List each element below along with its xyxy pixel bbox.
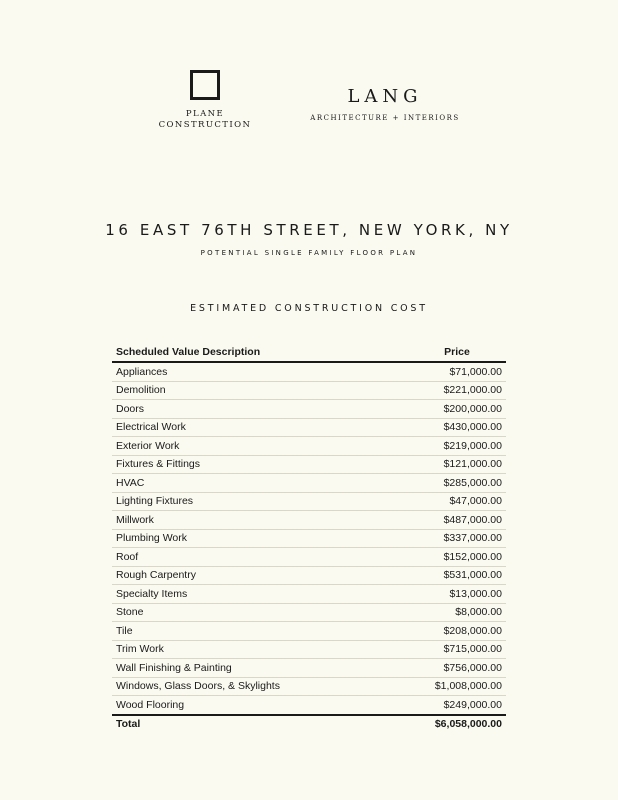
table-row xyxy=(112,381,506,400)
row-description: Doors xyxy=(112,400,408,419)
row-price: $8,000.00 xyxy=(408,603,506,622)
plane-logo-line2: CONSTRUCTION xyxy=(158,120,252,130)
row-price: $337,000.00 xyxy=(408,529,506,548)
total-row xyxy=(112,715,506,734)
row-description: Electrical Work xyxy=(112,418,408,437)
plan-subtitle: POTENTIAL SINGLE FAMILY FLOOR PLAN xyxy=(200,249,418,257)
row-price: $430,000.00 xyxy=(408,418,506,437)
section-title: ESTIMATED CONSTRUCTION COST xyxy=(190,303,428,314)
row-description: Demolition xyxy=(112,381,408,400)
lang-logo-subtitle: ARCHITECTURE + INTERIORS xyxy=(310,114,460,122)
row-description: Stone xyxy=(112,603,408,622)
row-price: $13,000.00 xyxy=(408,585,506,604)
row-price: $71,000.00 xyxy=(408,362,506,381)
table-row xyxy=(112,696,506,715)
row-description: Rough Carpentry xyxy=(112,566,408,585)
row-price: $756,000.00 xyxy=(408,659,506,678)
table-row xyxy=(112,640,506,659)
table-header-row xyxy=(112,343,506,362)
table-row xyxy=(112,585,506,604)
table-row xyxy=(112,400,506,419)
row-description: Wood Flooring xyxy=(112,696,408,715)
table-row xyxy=(112,622,506,641)
row-price: $200,000.00 xyxy=(408,400,506,419)
cost-table xyxy=(112,343,506,733)
table-row xyxy=(112,511,506,530)
table-row xyxy=(112,566,506,585)
plane-logo-line1: PLANE xyxy=(185,109,225,119)
row-description: HVAC xyxy=(112,474,408,493)
plane-construction-logo xyxy=(150,70,260,131)
row-description: Tile xyxy=(112,622,408,641)
column-header-price: Price xyxy=(408,343,506,362)
row-description: Plumbing Work xyxy=(112,529,408,548)
row-price: $715,000.00 xyxy=(408,640,506,659)
row-price: $531,000.00 xyxy=(408,566,506,585)
row-price: $285,000.00 xyxy=(408,474,506,493)
table-row xyxy=(112,659,506,678)
table-row xyxy=(112,548,506,567)
row-description: Roof xyxy=(112,548,408,567)
row-description: Trim Work xyxy=(112,640,408,659)
row-price: $208,000.00 xyxy=(408,622,506,641)
column-header-description: Scheduled Value Description xyxy=(112,343,408,362)
property-address: 16 EAST 76TH STREET, NEW YORK, NY xyxy=(105,221,513,239)
total-price: $6,058,000.00 xyxy=(408,715,506,734)
row-description: Lighting Fixtures xyxy=(112,492,408,511)
table-row xyxy=(112,529,506,548)
row-description: Windows, Glass Doors, & Skylights xyxy=(112,677,408,696)
row-price: $1,008,000.00 xyxy=(408,677,506,696)
row-price: $121,000.00 xyxy=(408,455,506,474)
table-row xyxy=(112,362,506,381)
table-row xyxy=(112,455,506,474)
lang-logo xyxy=(290,86,480,123)
row-price: $47,000.00 xyxy=(408,492,506,511)
row-description: Millwork xyxy=(112,511,408,530)
row-description: Exterior Work xyxy=(112,437,408,456)
table-row xyxy=(112,418,506,437)
row-description: Fixtures & Fittings xyxy=(112,455,408,474)
row-price: $152,000.00 xyxy=(408,548,506,567)
lang-logo-name: LANG xyxy=(347,86,423,107)
table-row xyxy=(112,474,506,493)
row-price: $219,000.00 xyxy=(408,437,506,456)
row-description: Appliances xyxy=(112,362,408,381)
row-description: Specialty Items xyxy=(112,585,408,604)
table-row xyxy=(112,603,506,622)
total-label: Total xyxy=(112,715,408,734)
table-row xyxy=(112,437,506,456)
row-price: $487,000.00 xyxy=(408,511,506,530)
table-row xyxy=(112,677,506,696)
row-price: $221,000.00 xyxy=(408,381,506,400)
table-row xyxy=(112,492,506,511)
row-price: $249,000.00 xyxy=(408,696,506,715)
table-body xyxy=(112,362,506,715)
row-description: Wall Finishing & Painting xyxy=(112,659,408,678)
plane-logo-text xyxy=(150,109,260,131)
square-logo-icon xyxy=(190,70,220,100)
